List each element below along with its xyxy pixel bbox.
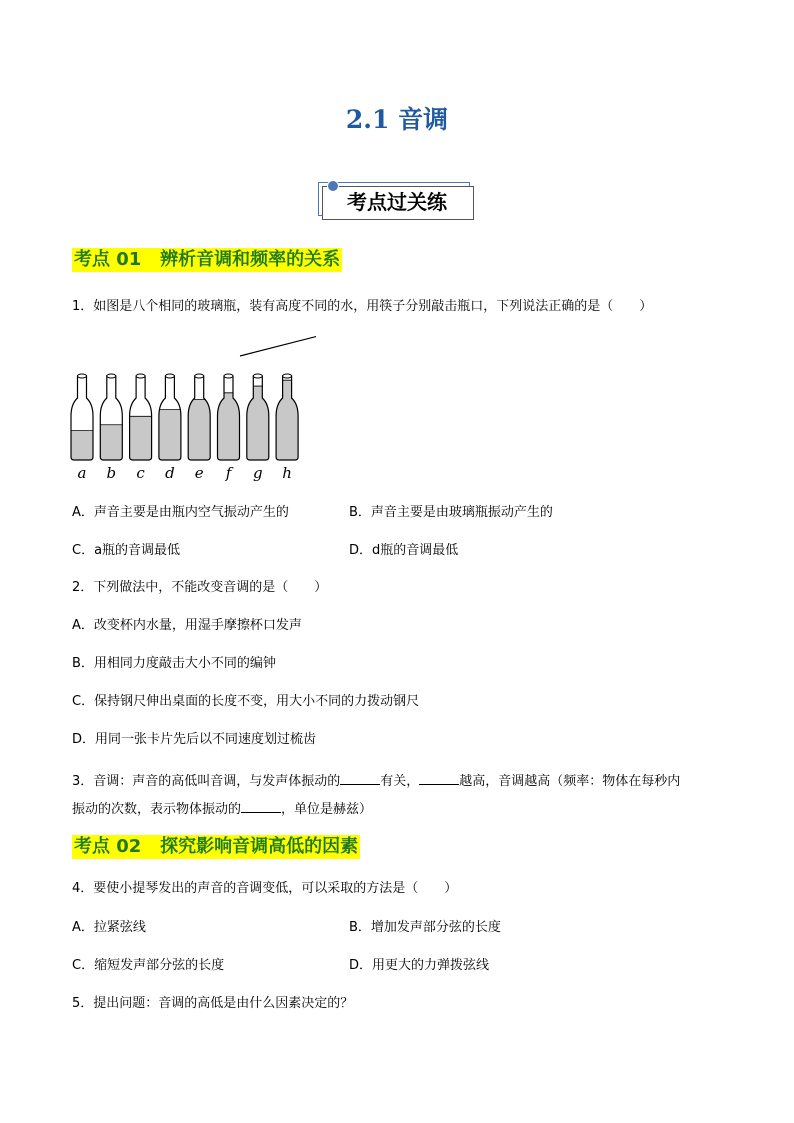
section-label: 辨析音调和频率的关系 [160,249,341,270]
badge-text: 考点过关练 [347,190,447,214]
bottle-label-h: h [282,464,292,482]
water-b [100,425,122,460]
water-d [159,410,181,460]
water-h [276,380,298,460]
q4-option-b[interactable]: B．增加发声部分弦的长度 [349,920,501,935]
bottle-mouth-e [195,374,204,378]
q2-option-d[interactable]: D．用同一张卡片先后以不同速度划过梳齿 [72,732,317,747]
bottle-label-f: f [225,464,232,482]
water-a [71,431,93,460]
q4-option-c[interactable]: C．缩短发声部分弦的长度 [72,958,225,973]
section-label: 探究影响音调高低的因素 [160,836,359,857]
q3-text-4: 振动的次数，表示物体振动的 [72,802,242,817]
bottle-mouth-d [165,374,174,378]
q3-text-3: 越高，音调越高（频率：物体在每秒内 [459,774,681,789]
q4-option-a[interactable]: A．拉紧弦线 [72,920,146,935]
question-2-stem: 2．下列做法中，不能改变音调的是（ ） [72,580,328,595]
water-c [130,416,152,460]
bottle-label-c: c [136,464,145,482]
q2-option-a[interactable]: A．改变杯内水量，用湿手摩擦杯口发声 [72,618,302,633]
question-1-stem: 1．如图是八个相同的玻璃瓶，装有高度不同的水，用筷子分别敲击瓶口，下列说法正确的是（ ） [72,299,653,314]
q2-option-b[interactable]: B．用相同力度敲击大小不同的编钟 [72,656,276,671]
section-number: 02 [116,836,142,857]
bottles-group [71,374,298,482]
q3-text-1: 3．音调：声音的高低叫音调，与发声体振动的 [72,774,341,789]
bottle-mouth-h [283,374,292,378]
bottle-label-b: b [106,464,117,482]
q1-option-d[interactable]: D．d瓶的音调最低 [349,543,459,558]
answer-blank[interactable] [340,770,380,785]
bottle-label-g: g [252,464,263,482]
answer-blank[interactable] [419,770,459,785]
q4-option-d[interactable]: D．用更大的力弹拨弦线 [349,958,490,973]
section-heading-2 [72,835,360,859]
q1-option-a[interactable]: A．声音主要是由瓶内空气振动产生的 [72,505,289,520]
water-g [247,386,269,460]
question-4-stem: 4．要使小提琴发出的声音的音调变低，可以采取的方法是（ ） [72,881,458,896]
q1-option-b[interactable]: B．声音主要是由玻璃瓶振动产生的 [349,505,553,520]
section-number: 01 [116,249,142,270]
bottle-mouth-c [136,374,145,378]
q1-option-c[interactable]: C．a瓶的音调最低 [72,543,181,558]
section-heading-1 [72,248,342,272]
section-prefix: 考点 [74,836,110,857]
bottle-mouth-b [107,374,116,378]
bottle-mouth-a [78,374,87,378]
q3-text-2: 有关， [380,774,420,789]
section-prefix: 考点 [74,249,110,270]
water-e [188,400,210,460]
q3-text-5: ，单位是赫兹） [281,802,373,817]
bottles-figure [66,330,316,482]
q2-option-c[interactable]: C．保持钢尺伸出桌面的长度不变，用大小不同的力拨动钢尺 [72,694,420,709]
bottle-mouth-g [253,374,262,378]
badge-dot-icon [327,180,339,192]
bottle-label-a: a [77,464,87,482]
bottle-mouth-f [224,374,233,378]
bottle-label-e: e [194,464,204,482]
page-title: 2.1 音调 [345,105,449,134]
answer-blank[interactable] [241,798,281,813]
section-badge [318,178,476,222]
bottle-label-d: d [165,464,175,482]
chopstick [240,334,316,356]
question-3 [72,768,732,824]
question-5-stem: 5．提出问题：音调的高低是由什么因素决定的？ [72,996,354,1011]
